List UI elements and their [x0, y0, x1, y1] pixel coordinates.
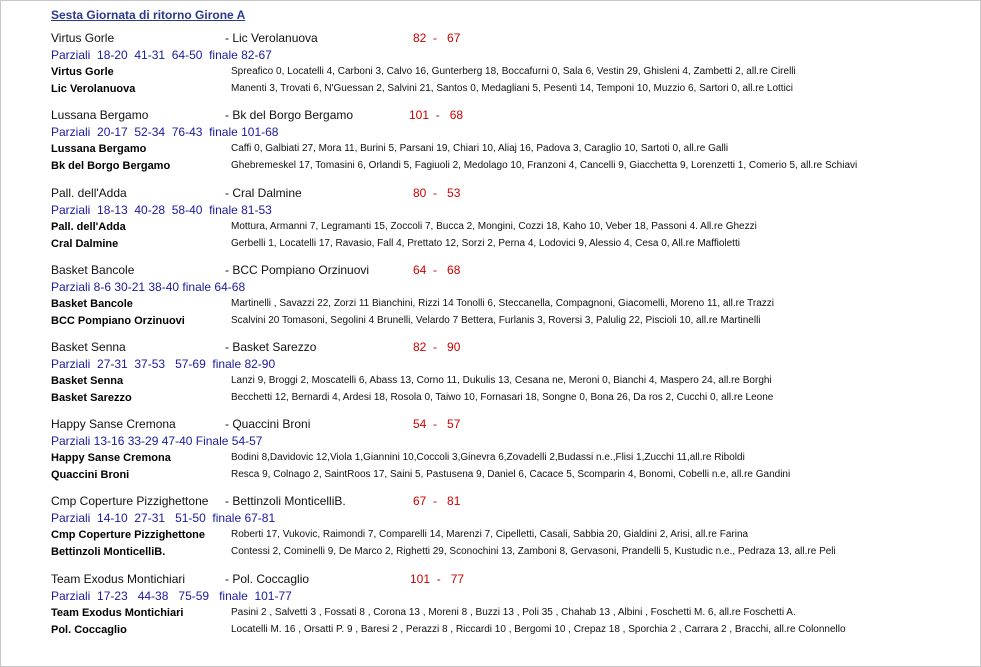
team2-name: Bettinzoli MonticelliB. — [51, 546, 166, 558]
game-block — [0, 108, 981, 185]
partial-scores: Parziali 27-31 37-53 57-69 finale 82-90 — [51, 357, 276, 371]
home-team: Cmp Coperture Pizzighettone — [51, 494, 209, 508]
team2-players: Gerbelli 1, Locatelli 17, Ravasio, Fall 4, Prettato 12, Sorzi 2, Perna 4, Lodovici 9, Alessio 4, Cesa 0, All.re Maffioletti — [231, 238, 740, 249]
team1-players: Roberti 17, Vukovic, Raimondi 7, Comparelli 14, Marenzi 7, Cipelletti, Casali, Sabbia 20, Gialdini 2, Arisi, all.re Farina — [231, 529, 749, 540]
team1-players: Pasini 2 , Salvetti 3 , Fossati 8 , Corona 13 , Moreni 8 , Buzzi 13 , Poli 35 , Chahab 13 , Albini , Foschetti M. 6, all.re Foschetti A. — [231, 607, 796, 618]
team1-players: Caffi 0, Galbiati 27, Mora 11, Burini 5, Parsani 19, Chiari 10, Aliaj 16, Padova 3, Caraglio 10, Sartoti 0, all.re Galli — [231, 143, 729, 154]
team2-name: Bk del Borgo Bergamo — [51, 160, 171, 172]
team1-players: Martinelli , Savazzi 22, Zorzi 11 Bianchini, Rizzi 14 Tonolli 6, Steccanella, Compagnoni, Giacomelli, Moreno 11, all.re Trazzi — [231, 298, 775, 309]
team1-name: Team Exodus Montichiari — [51, 607, 184, 619]
final-score: 80 - 53 — [413, 186, 461, 200]
home-team: Virtus Gorle — [51, 31, 115, 45]
away-team: - Quaccini Broni — [225, 417, 311, 431]
game-block — [0, 340, 981, 417]
away-team: - Basket Sarezzo — [225, 340, 317, 354]
final-score: 82 - 90 — [413, 340, 461, 354]
game-block — [0, 572, 981, 649]
game-block — [0, 494, 981, 571]
team1-name: Basket Bancole — [51, 298, 133, 310]
partial-scores: Parziali 17-23 44-38 75-59 finale 101-77 — [51, 589, 292, 603]
team2-players: Manenti 3, Trovati 6, N'Guessan 2, Salvini 21, Santos 0, Medagliani 5, Pesenti 14, Temponi 10, Muzzio 6, Sartori 0, all.re Lottici — [231, 83, 794, 94]
away-team: - Bettinzoli MonticelliB. — [225, 494, 346, 508]
final-score: 67 - 81 — [413, 494, 461, 508]
game-block — [0, 417, 981, 494]
team1-players: Mottura, Armanni 7, Legramanti 15, Zoccoli 7, Bucca 2, Mongini, Cozzi 18, Kaho 10, Veber 18, Passoni 4. All.re Ghezzi — [231, 221, 757, 232]
team1-name: Virtus Gorle — [51, 66, 114, 78]
team2-name: Pol. Coccaglio — [51, 624, 127, 636]
partial-scores: Parziali 13-16 33-29 47-40 Finale 54-57 — [51, 434, 263, 448]
final-score: 101 - 68 — [409, 108, 464, 122]
team2-name: BCC Pompiano Orzinuovi — [51, 315, 185, 327]
team2-name: Cral Dalmine — [51, 238, 119, 250]
partial-scores: Parziali 14-10 27-31 51-50 finale 67-81 — [51, 511, 276, 525]
home-team: Basket Bancole — [51, 263, 135, 277]
team2-name: Quaccini Broni — [51, 469, 130, 481]
team2-name: Lic Verolanuova — [51, 83, 136, 95]
final-score: 64 - 68 — [413, 263, 461, 277]
team1-players: Lanzi 9, Broggi 2, Moscatelli 6, Abass 13, Corno 11, Dukulis 13, Cesana ne, Meroni 0, Bianchi 4, Maspero 24, all.re Borghi — [231, 375, 772, 386]
home-team: Basket Senna — [51, 340, 126, 354]
team1-name: Lussana Bergamo — [51, 143, 147, 155]
away-team: - Bk del Borgo Bergamo — [225, 108, 354, 122]
page-title[interactable]: Sesta Giornata di ritorno Girone A — [51, 8, 246, 22]
team1-name: Basket Senna — [51, 375, 124, 387]
team2-name: Basket Sarezzo — [51, 392, 132, 404]
away-team: - Cral Dalmine — [225, 186, 302, 200]
away-team: - BCC Pompiano Orzinuovi — [225, 263, 370, 277]
game-block — [0, 31, 981, 108]
team2-players: Ghebremeskel 17, Tomasini 6, Orlandi 5, Fagiuoli 2, Medolago 10, Franzoni 4, Cancelli 9, Giacchetta 9, Lorenzetti 1, Comerio 5, all.re Schiavi — [231, 160, 858, 171]
partial-scores: Parziali 18-13 40-28 58-40 finale 81-53 — [51, 203, 272, 217]
home-team: Happy Sanse Cremona — [51, 417, 176, 431]
team2-players: Resca 9, Colnago 2, SaintRoos 17, Saini 5, Pastusena 9, Daniel 6, Cacace 5, Scomparin 4, Bonomi, Cobelli n.e, all.re Gandini — [231, 469, 791, 480]
team1-name: Pall. dell'Adda — [51, 221, 126, 233]
team1-name: Cmp Coperture Pizzighettone — [51, 529, 206, 541]
home-team: Team Exodus Montichiari — [51, 572, 186, 586]
game-block — [0, 186, 981, 263]
team2-players: Scalvini 20 Tomasoni, Segolini 4 Brunelli, Velardo 7 Bettera, Furlanis 3, Roversi 3, Palulig 22, Piscioli 10, all.re Martinelli — [231, 315, 761, 326]
team1-players: Bodini 8,Davidovic 12,Viola 1,Giannini 10,Coccoli 3,Ginevra 6,Zovadelli 2,Budassi n.e.,Flisi 1,Zucchi 11,all.re Riboldi — [231, 452, 745, 463]
partial-scores: Parziali 20-17 52-34 76-43 finale 101-68 — [51, 125, 279, 139]
final-score: 101 - 77 — [410, 572, 465, 586]
away-team: - Pol. Coccaglio — [225, 572, 310, 586]
partial-scores: Parziali 8-6 30-21 38-40 finale 64-68 — [51, 280, 246, 294]
game-block — [0, 263, 981, 340]
team2-players: Becchetti 12, Bernardi 4, Ardesi 18, Rosola 0, Taiwo 10, Fornasari 18, Songne 0, Bona 26, Da ros 2, Cucchi 0, all.re Leone — [231, 392, 774, 403]
partial-scores: Parziali 18-20 41-31 64-50 finale 82-67 — [51, 48, 272, 62]
team1-name: Happy Sanse Cremona — [51, 452, 171, 464]
final-score: 82 - 67 — [413, 31, 461, 45]
final-score: 54 - 57 — [413, 417, 461, 431]
home-team: Pall. dell'Adda — [51, 186, 127, 200]
away-team: - Lic Verolanuova — [225, 31, 318, 45]
team2-players: Contessi 2, Cominelli 9, De Marco 2, Righetti 29, Sconochini 13, Zamboni 8, Gervasoni, Prandelli 5, Kustudic n.e., Pedraza 13, all.re Peli — [231, 546, 836, 557]
team2-players: Locatelli M. 16 , Orsatti P. 9 , Baresi 2 , Perazzi 8 , Riccardi 10 , Bergomi 10 , Crepaz 18 , Sporchia 2 , Carrara 2 , Bracchi, all.re Colonnello — [231, 624, 846, 635]
home-team: Lussana Bergamo — [51, 108, 149, 122]
team1-players: Spreafico 0, Locatelli 4, Carboni 3, Calvo 16, Gunterberg 18, Boccafurni 0, Sala 6, Vestin 29, Ghisleni 4, Zambetti 2, all.re Cirelli — [231, 66, 796, 77]
